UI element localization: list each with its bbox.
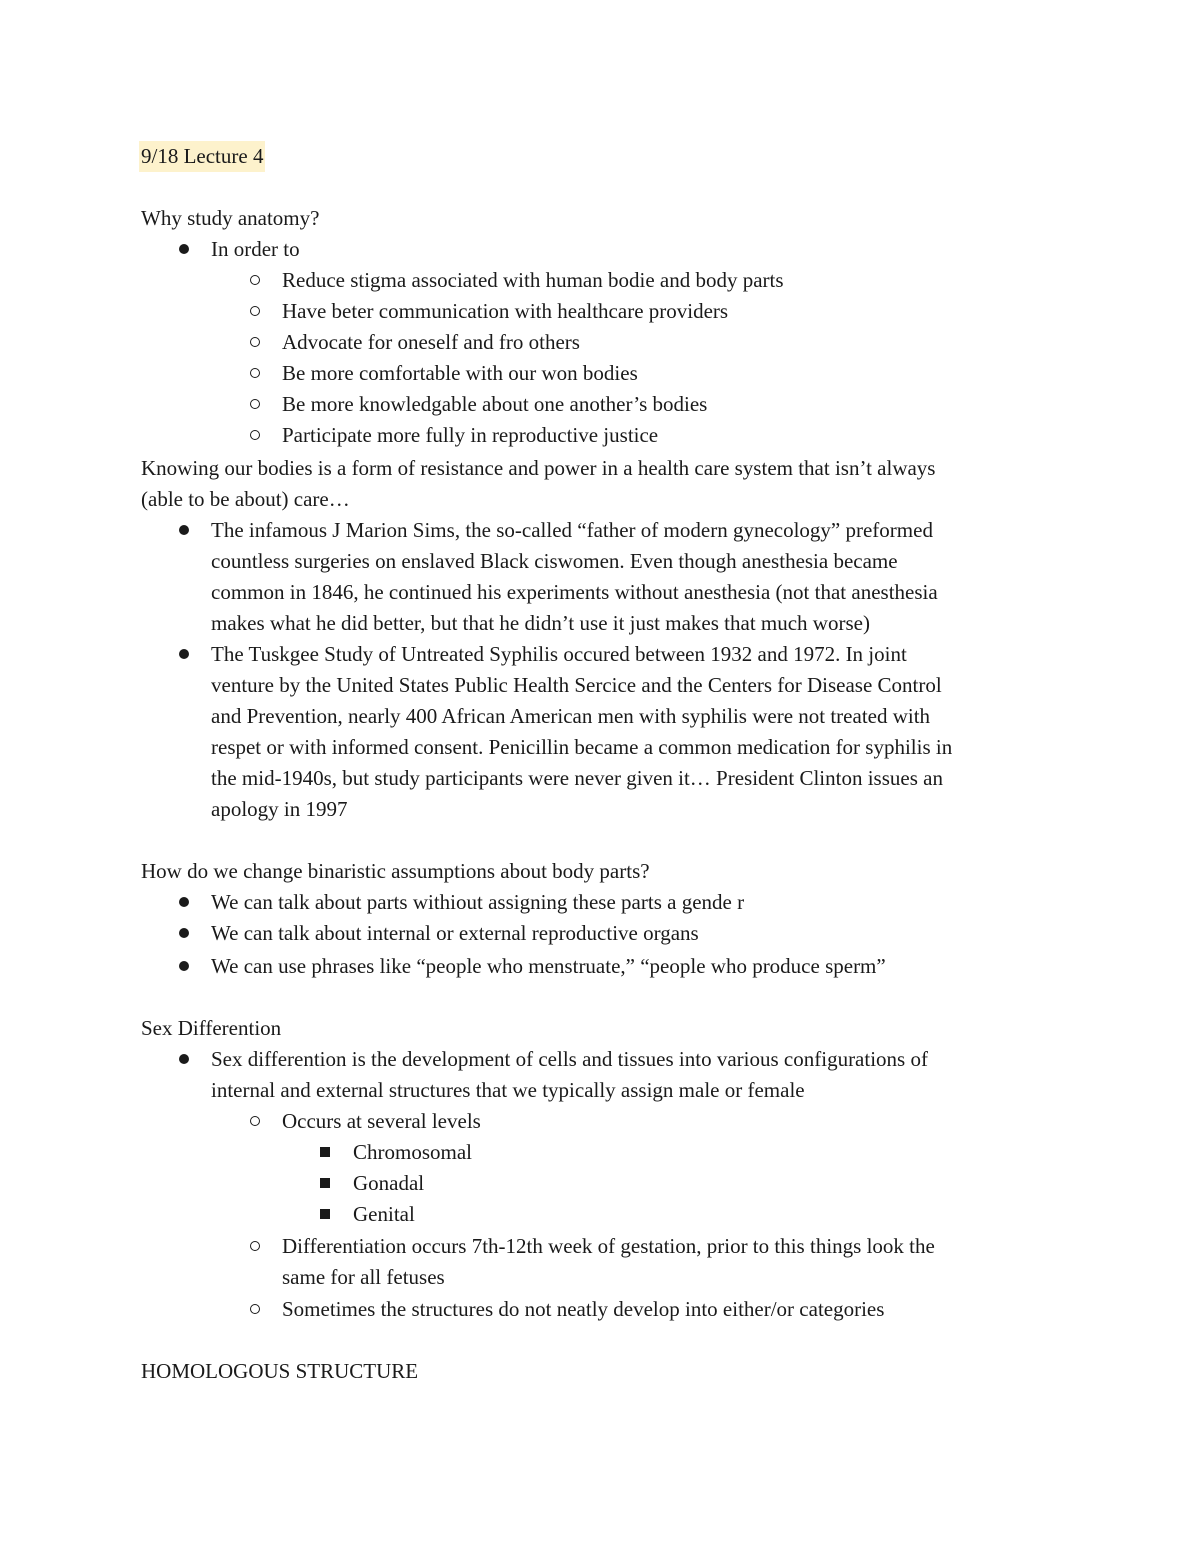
bullet-icon <box>179 961 189 971</box>
circle-bullet-icon <box>250 430 260 440</box>
circle-bullet-icon <box>250 1241 260 1251</box>
circle-bullet-icon <box>250 368 260 378</box>
document-page: 9/18 Lecture 4 Why study anatomy? In order to Reduce stigma associated with human bodie and body parts Have beter communication with healthcare providers Advocate for oneself and fro others Be more comfortable with our won bodies Be more knowledgable about one another’s bodies Participate more fully in reproductive justice Knowing our bodies is a form of resistance and power in a health care system that isn’t always (able to be about) care… The infamous J Marion Sims, the so-called “father of modern gynecology” preformed countless surgeries on enslaved Black ciswomen. Even though anesthesia became common in 1846, he continued his experiments without anesthesia (not that anesthesia makes what he did better, but that he didn’t use it just makes that much worse) The Tuskgee Study of Untreated Syphilis occured between 1932 and 1972. In joint venture by the United States Public Health Sercice and the Centers for Disease Control and Prevention, nearly 400 African American men with syphilis were not treated with respet or with informed consent. Penicillin became a common medication for syphilis in the mid-1940s, but study participants were never given it… President Clinton issues an apology in 1997 How do we change binaristic assumptions about body parts? We can talk about parts withiout assigning these parts a gende r We can talk about internal or external reproductive organs We can use phrases like “people who menstruate,” “people who produce sperm” Sex Differention Sex differention is the development of cells and tissues into various configurations of internal and external structures that we typically assign male or female Occurs at several levels Chromosomal Gonadal Genital Differentiation occurs 7th-12th week of gestation, prior to this things look the same for all fetuses Sometimes the structures do not neatly develop into either/or categories HOMOLOGOUS STRUCTURE <box>0 0 1200 1553</box>
square-bullet-icon <box>320 1147 330 1157</box>
bullet-icon <box>179 244 189 254</box>
bullet-icon <box>179 928 189 938</box>
bullet-icon <box>179 525 189 535</box>
circle-bullet-icon <box>250 275 260 285</box>
square-bullet-icon <box>320 1209 330 1219</box>
circle-bullet-icon <box>250 1304 260 1314</box>
circle-bullet-icon <box>250 399 260 409</box>
bullet-icon <box>179 649 189 659</box>
bullet-icon <box>179 897 189 907</box>
square-bullet-icon <box>320 1178 330 1188</box>
circle-bullet-icon <box>250 1116 260 1126</box>
bullet-icon <box>179 1054 189 1064</box>
circle-bullet-icon <box>250 337 260 347</box>
circle-bullet-icon <box>250 306 260 316</box>
